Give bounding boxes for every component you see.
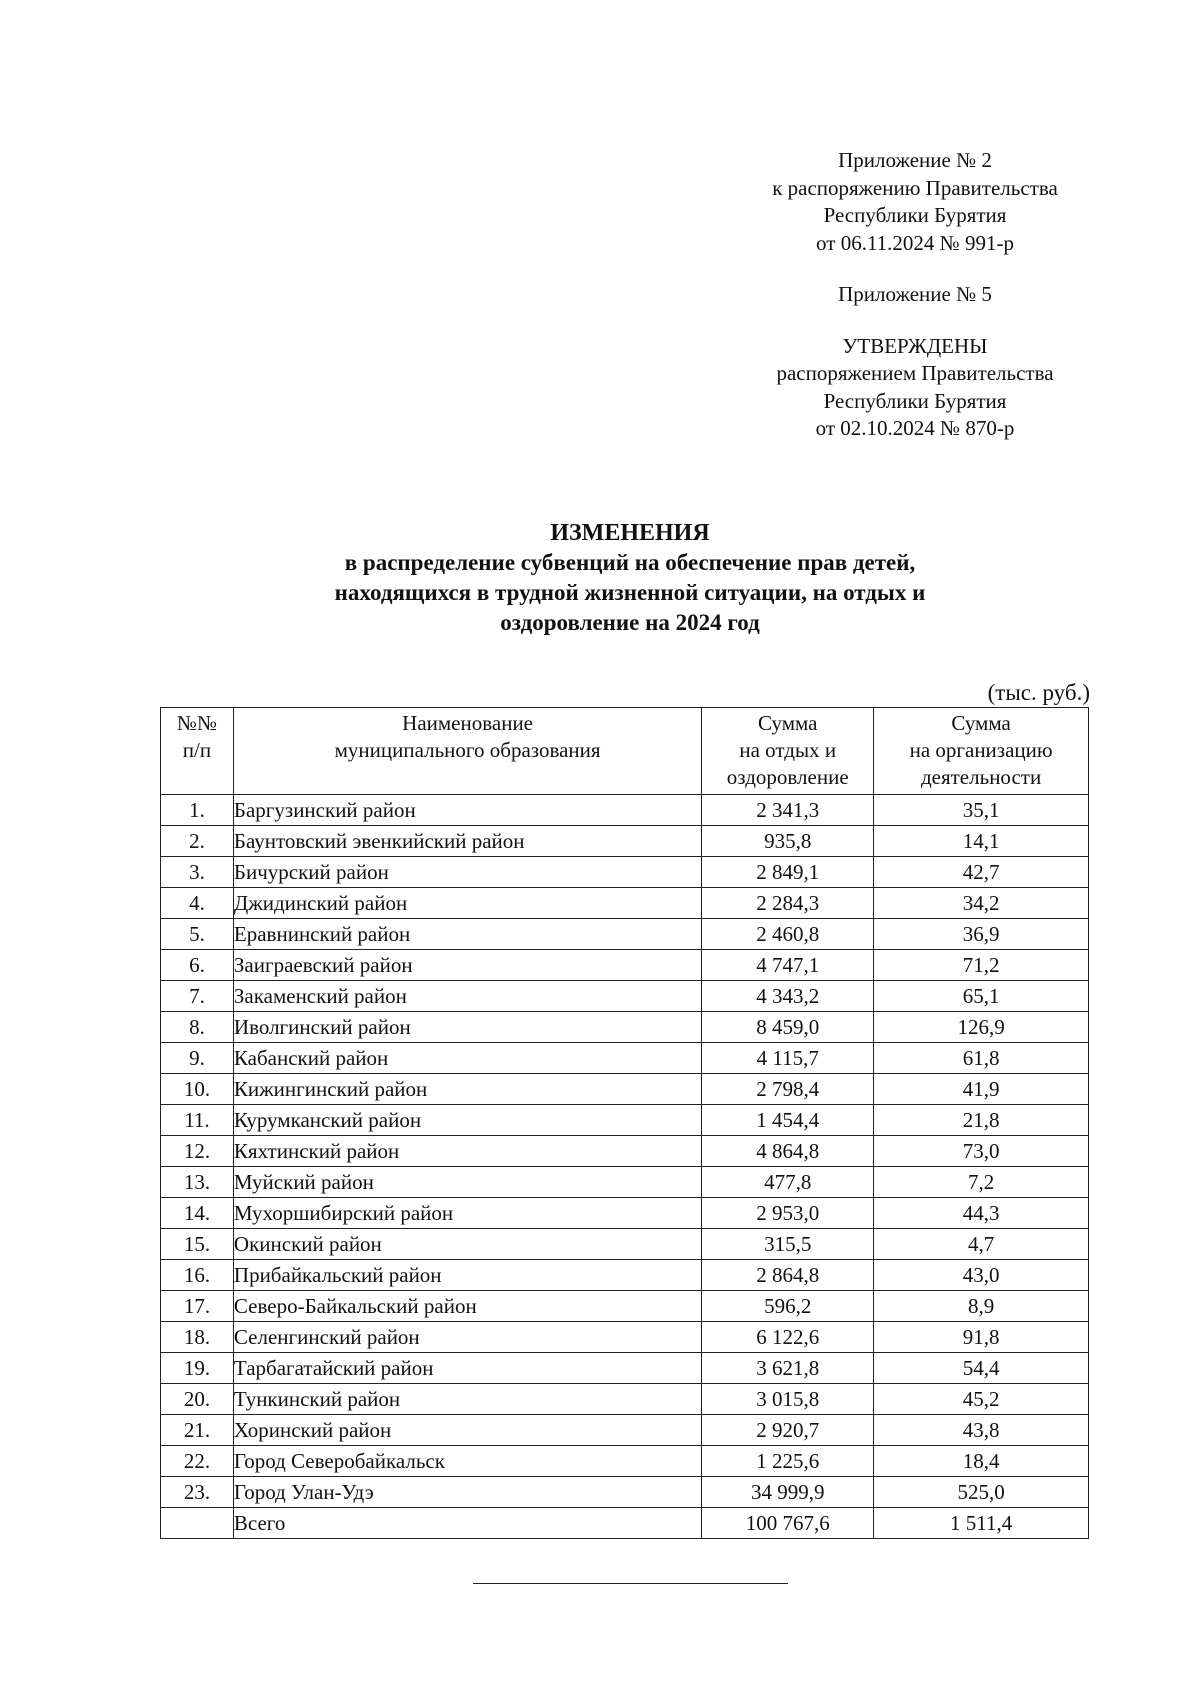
row-sum-rest: 4 343,2 (702, 981, 874, 1012)
document-title (160, 518, 1100, 638)
row-sum-rest: 3 015,8 (702, 1384, 874, 1415)
row-sum-rest: 8 459,0 (702, 1012, 874, 1043)
table-row (161, 1136, 1089, 1167)
row-sum-rest: 1 454,4 (702, 1105, 874, 1136)
row-name: Кабанский район (233, 1043, 701, 1074)
row-name: Иволгинский район (233, 1012, 701, 1043)
header-name-line-2: муниципального образования (334, 738, 601, 762)
table-row (161, 1229, 1089, 1260)
total-sum-organization: 1 511,4 (874, 1508, 1089, 1539)
row-sum-rest: 4 115,7 (702, 1043, 874, 1074)
row-sum-organization: 525,0 (874, 1477, 1089, 1508)
row-sum-organization: 35,1 (874, 795, 1089, 826)
row-sum-rest: 2 953,0 (702, 1198, 874, 1229)
row-sum-organization: 14,1 (874, 826, 1089, 857)
row-number: 8. (161, 1012, 234, 1043)
row-number: 11. (161, 1105, 234, 1136)
header-sum-org-line-3: деятельности (920, 765, 1042, 789)
table-row (161, 1415, 1089, 1446)
table-total-row (161, 1508, 1089, 1539)
row-name: Прибайкальский район (233, 1260, 701, 1291)
row-name: Хоринский район (233, 1415, 701, 1446)
header-sum-rest-line-1: Сумма (757, 711, 818, 735)
approval-stamp (740, 147, 1090, 443)
total-number (161, 1508, 234, 1539)
row-name: Баунтовский эвенкийский район (233, 826, 701, 857)
row-sum-rest: 2 460,8 (702, 919, 874, 950)
row-sum-rest: 2 864,8 (702, 1260, 874, 1291)
appendix-number: Приложение № 2 (838, 148, 992, 172)
table-row (161, 981, 1089, 1012)
row-number: 16. (161, 1260, 234, 1291)
row-sum-organization: 18,4 (874, 1446, 1089, 1477)
approved-republic: Республики Бурятия (823, 388, 1007, 413)
table-row (161, 857, 1089, 888)
row-sum-rest: 2 284,3 (702, 888, 874, 919)
approved-date: от 02.10.2024 № 870-р (815, 416, 1015, 440)
header-sum-organization (874, 708, 1089, 795)
row-sum-organization: 65,1 (874, 981, 1089, 1012)
title-line-2: находящихся в трудной жизненной ситуации, на отдых и (334, 580, 926, 605)
row-number: 3. (161, 857, 234, 888)
row-sum-organization: 43,0 (874, 1260, 1089, 1291)
units-label: (тыс. руб.) (987, 680, 1090, 705)
table-row (161, 1291, 1089, 1322)
table-row (161, 1353, 1089, 1384)
title-line-3: оздоровление на 2024 год (500, 610, 760, 635)
header-number-line-2: п/п (182, 738, 212, 762)
row-name: Кяхтинский район (233, 1136, 701, 1167)
header-number-line-1: №№ (176, 711, 217, 735)
appendix-date: от 06.11.2024 № 991-р (816, 230, 1014, 255)
row-name: Северо-Байкальский район (233, 1291, 701, 1322)
row-sum-rest: 935,8 (702, 826, 874, 857)
row-sum-rest: 477,8 (702, 1167, 874, 1198)
row-sum-rest: 4 747,1 (702, 950, 874, 981)
table-row (161, 1043, 1089, 1074)
table-row (161, 1105, 1089, 1136)
closing-rule (473, 1583, 788, 1584)
row-number: 4. (161, 888, 234, 919)
row-name: Тункинский район (233, 1384, 701, 1415)
title-line-1: в распределение субвенций на обеспечение прав детей, (344, 550, 916, 575)
total-label: Всего (233, 1508, 701, 1539)
row-sum-organization: 43,8 (874, 1415, 1089, 1446)
row-sum-rest: 2 798,4 (702, 1074, 874, 1105)
table-row (161, 1260, 1089, 1291)
row-sum-organization: 45,2 (874, 1384, 1089, 1415)
row-sum-rest: 3 621,8 (702, 1353, 874, 1384)
table-row (161, 1074, 1089, 1105)
row-sum-organization: 34,2 (874, 888, 1089, 919)
row-number: 1. (161, 795, 234, 826)
table-row (161, 1384, 1089, 1415)
approved-by: распоряжением Правительства (776, 361, 1054, 385)
spacer (740, 257, 1090, 281)
row-number: 20. (161, 1384, 234, 1415)
row-number: 13. (161, 1167, 234, 1198)
row-name: Курумканский район (233, 1105, 701, 1136)
row-number: 21. (161, 1415, 234, 1446)
table-row (161, 950, 1089, 981)
total-sum-rest: 100 767,6 (702, 1508, 874, 1539)
row-name: Окинский район (233, 1229, 701, 1260)
row-name: Еравнинский район (233, 919, 701, 950)
row-name: Заиграевский район (233, 950, 701, 981)
row-number: 23. (161, 1477, 234, 1508)
table-row (161, 888, 1089, 919)
row-sum-rest: 2 920,7 (702, 1415, 874, 1446)
appendix-republic: Республики Бурятия (823, 203, 1007, 227)
row-sum-organization: 54,4 (874, 1353, 1089, 1384)
header-sum-rest (702, 708, 874, 795)
table-row (161, 1167, 1089, 1198)
table-row (161, 826, 1089, 857)
row-sum-organization: 71,2 (874, 950, 1089, 981)
row-number: 15. (161, 1229, 234, 1260)
row-number: 7. (161, 981, 234, 1012)
row-sum-rest: 2 341,3 (702, 795, 874, 826)
table-row (161, 1198, 1089, 1229)
header-sum-org-line-2: на организацию (909, 738, 1053, 762)
row-sum-rest: 4 864,8 (702, 1136, 874, 1167)
row-sum-organization: 61,8 (874, 1043, 1089, 1074)
row-number: 5. (161, 919, 234, 950)
row-name: Мухоршибирский район (233, 1198, 701, 1229)
row-number: 17. (161, 1291, 234, 1322)
row-number: 18. (161, 1322, 234, 1353)
table-row (161, 1446, 1089, 1477)
row-number: 2. (161, 826, 234, 857)
row-sum-rest: 596,2 (702, 1291, 874, 1322)
table-row (161, 919, 1089, 950)
row-name: Кижингинский район (233, 1074, 701, 1105)
row-sum-organization: 36,9 (874, 919, 1089, 950)
table-row (161, 1477, 1089, 1508)
row-name: Тарбагатайский район (233, 1353, 701, 1384)
row-sum-organization: 126,9 (874, 1012, 1089, 1043)
approved-label: УТВЕРЖДЕНЫ (842, 333, 988, 358)
original-appendix-number: Приложение № 5 (838, 282, 992, 306)
row-number: 6. (161, 950, 234, 981)
row-sum-organization: 42,7 (874, 857, 1089, 888)
row-sum-organization: 44,3 (874, 1198, 1089, 1229)
row-number: 19. (161, 1353, 234, 1384)
title-main: ИЗМЕНЕНИЯ (550, 520, 710, 546)
header-sum-rest-line-3: оздоровление (726, 765, 849, 789)
header-name (233, 708, 701, 795)
row-name: Город Северобайкальск (233, 1446, 701, 1477)
row-number: 12. (161, 1136, 234, 1167)
row-sum-organization: 41,9 (874, 1074, 1089, 1105)
row-name: Муйский район (233, 1167, 701, 1198)
row-name: Бичурский район (233, 857, 701, 888)
header-sum-rest-line-2: на отдых и (739, 738, 837, 762)
row-number: 9. (161, 1043, 234, 1074)
row-sum-organization: 8,9 (874, 1291, 1089, 1322)
row-name: Закаменский район (233, 981, 701, 1012)
row-name: Селенгинский район (233, 1322, 701, 1353)
spacer (740, 309, 1090, 333)
table-header-row (161, 708, 1089, 795)
row-name: Джидинский район (233, 888, 701, 919)
row-number: 10. (161, 1074, 234, 1105)
row-number: 14. (161, 1198, 234, 1229)
row-sum-organization: 21,8 (874, 1105, 1089, 1136)
row-sum-rest: 315,5 (702, 1229, 874, 1260)
row-sum-organization: 91,8 (874, 1322, 1089, 1353)
row-sum-organization: 7,2 (874, 1167, 1089, 1198)
table-row (161, 1322, 1089, 1353)
row-number: 22. (161, 1446, 234, 1477)
row-sum-rest: 1 225,6 (702, 1446, 874, 1477)
header-number (161, 708, 234, 795)
table-row (161, 1012, 1089, 1043)
row-sum-organization: 73,0 (874, 1136, 1089, 1167)
distribution-table (160, 707, 1089, 1539)
row-name: Город Улан-Удэ (233, 1477, 701, 1508)
row-sum-rest: 6 122,6 (702, 1322, 874, 1353)
header-sum-org-line-1: Сумма (951, 711, 1011, 735)
table-row (161, 795, 1089, 826)
appendix-reference: к распоряжению Правительства (772, 175, 1058, 200)
row-name: Баргузинский район (233, 795, 701, 826)
header-name-line-1: Наименование (402, 711, 534, 735)
row-sum-organization: 4,7 (874, 1229, 1089, 1260)
row-sum-rest: 2 849,1 (702, 857, 874, 888)
row-sum-rest: 34 999,9 (702, 1477, 874, 1508)
